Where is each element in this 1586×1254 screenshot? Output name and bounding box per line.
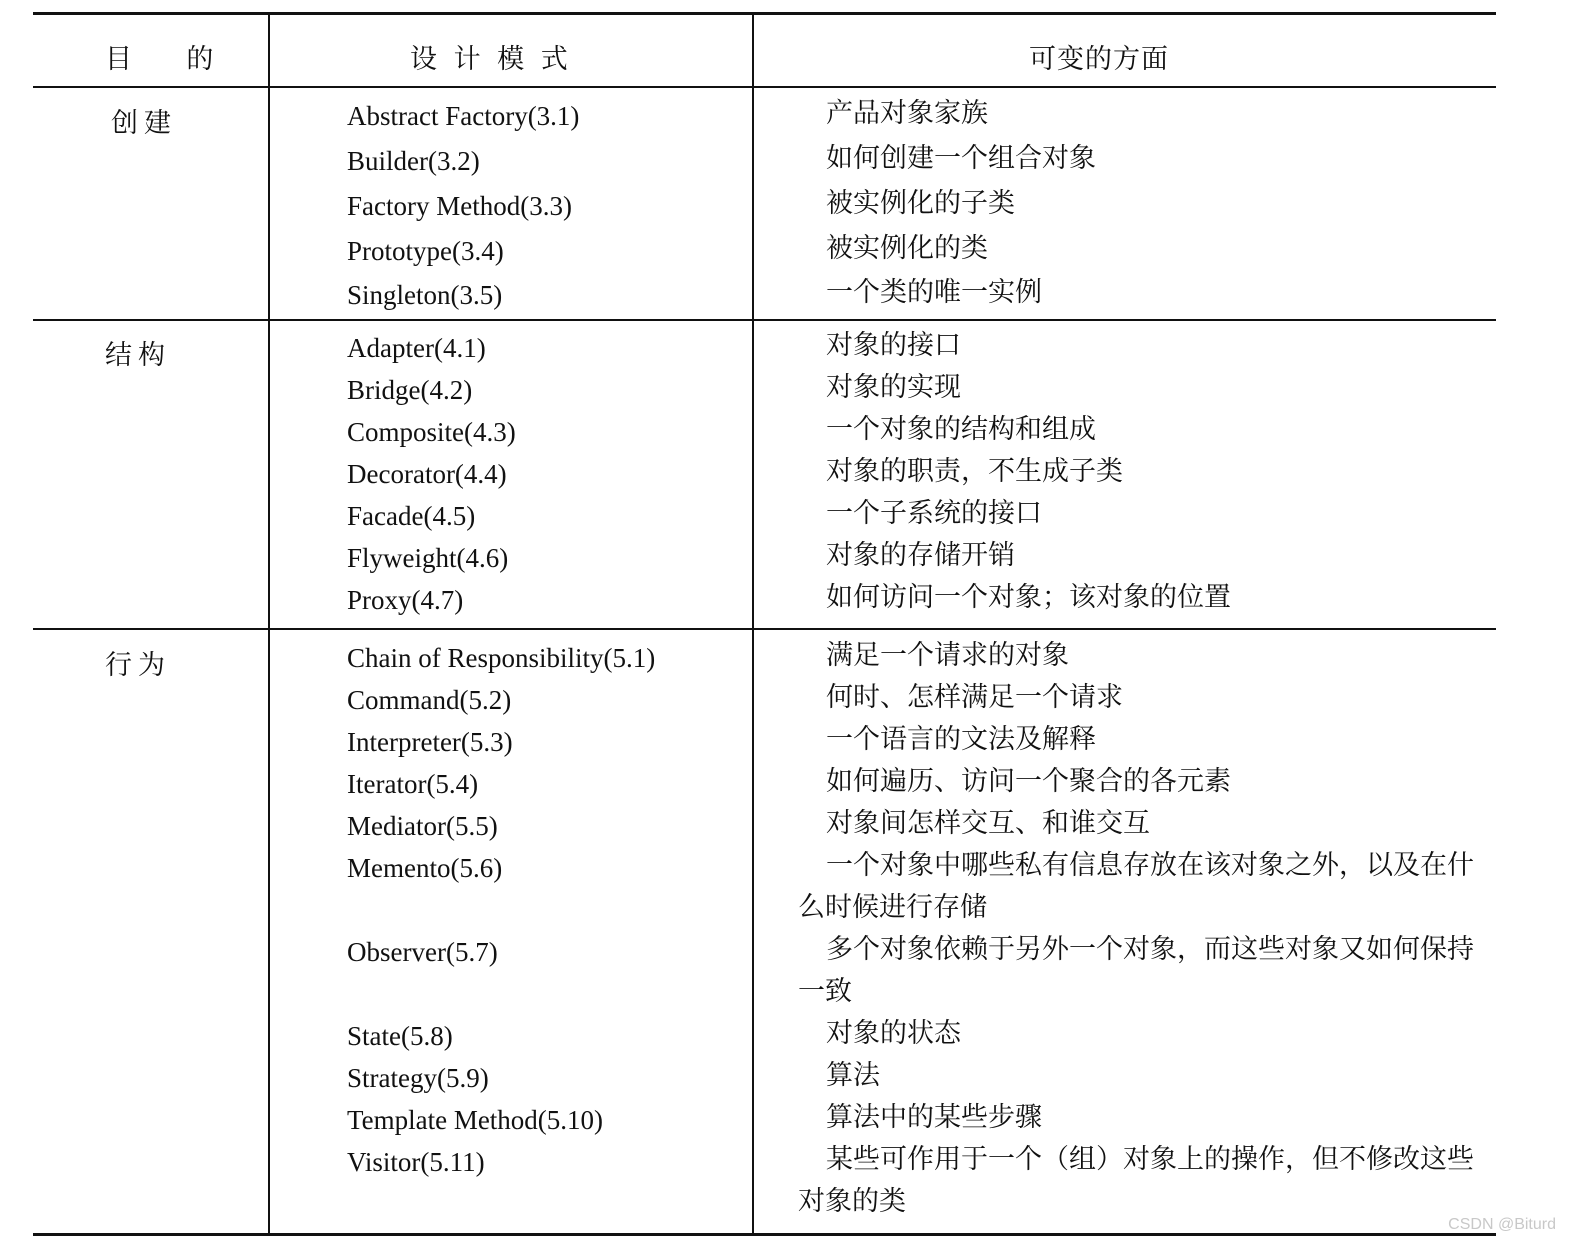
purpose-label: 创建 (111, 108, 177, 139)
aspect-text: 产品对象家族 (826, 98, 988, 129)
pattern-name: Chain of Responsibility(5.1) (347, 643, 656, 673)
pattern-name: Visitor(5.11) (347, 1147, 485, 1177)
aspect-text: 对象的接口 (826, 330, 961, 361)
aspect-text: 算法中的某些步骤 (826, 1102, 1042, 1133)
pattern-name: Strategy(5.9) (347, 1063, 489, 1093)
aspect-text: 满足一个请求的对象 (826, 640, 1069, 671)
pattern-name: Prototype(3.4) (347, 236, 504, 266)
pattern-name: Template Method(5.10) (347, 1105, 604, 1135)
aspect-text: 对象间怎样交互、和谁交互 (826, 808, 1150, 839)
pattern-name: Factory Method(3.3) (347, 191, 572, 221)
aspect-text: 如何创建一个组合对象 (826, 143, 1096, 174)
aspect-text: 如何访问一个对象；该对象的位置 (826, 582, 1231, 613)
pattern-name: Command(5.2) (347, 685, 512, 715)
aspect-text: 被实例化的类 (826, 233, 988, 264)
aspect-text: 一个对象的结构和组成 (826, 414, 1096, 445)
pattern-name: Builder(3.2) (347, 146, 480, 176)
header-aspect: 可变的方面 (1029, 44, 1169, 75)
pattern-name: Composite(4.3) (347, 417, 516, 447)
aspect-text: 如何遍历、访问一个聚合的各元素 (826, 766, 1231, 797)
header-purpose: 目 的 (105, 44, 218, 75)
pattern-name: Adapter(4.1) (347, 333, 486, 363)
header-pattern: 设 计 模 式 (410, 44, 572, 75)
aspect-text: 何时、怎样满足一个请求 (826, 682, 1123, 713)
header-divider (33, 86, 1496, 88)
pattern-name: Flyweight(4.6) (347, 543, 509, 573)
purpose-label: 结构 (105, 340, 171, 371)
pattern-name: Iterator(5.4) (347, 769, 479, 799)
aspect-text: 对象的实现 (826, 372, 961, 403)
pattern-name: Memento(5.6) (347, 853, 503, 883)
pattern-name: Mediator(5.5) (347, 811, 498, 841)
pattern-name: State(5.8) (347, 1021, 453, 1051)
column-divider-1 (268, 15, 270, 1233)
aspect-text: 某些可作用于一个（组）对象上的操作，但不修改这些对象的类 (798, 1144, 1474, 1217)
pattern-name: Decorator(4.4) (347, 459, 507, 489)
purpose-label: 行为 (105, 650, 171, 681)
aspect-text: 一个类的唯一实例 (826, 277, 1042, 308)
group-divider-1 (33, 319, 1496, 321)
watermark: CSDN @Biturd (1448, 1216, 1556, 1233)
aspect-text: 被实例化的子类 (826, 188, 1015, 219)
pattern-name: Singleton(3.5) (347, 280, 503, 310)
pattern-name: Facade(4.5) (347, 501, 476, 531)
pattern-name: Abstract Factory(3.1) (347, 101, 580, 131)
aspect-text: 多个对象依赖于另外一个对象，而这些对象又如何保持一致 (798, 934, 1474, 1007)
design-patterns-table (33, 12, 1496, 1236)
aspect-text: 对象的状态 (826, 1018, 961, 1049)
pattern-name: Observer(5.7) (347, 937, 498, 967)
aspect-text: 对象的存储开销 (826, 540, 1015, 571)
aspect-text: 对象的职责，不生成子类 (826, 456, 1123, 487)
pattern-name: Proxy(4.7) (347, 585, 464, 615)
group-divider-2 (33, 628, 1496, 630)
aspect-text: 一个子系统的接口 (826, 498, 1042, 529)
pattern-name: Bridge(4.2) (347, 375, 473, 405)
aspect-text: 算法 (826, 1060, 880, 1091)
pattern-name: Interpreter(5.3) (347, 727, 513, 757)
column-divider-2 (752, 15, 754, 1233)
aspect-text: 一个语言的文法及解释 (826, 724, 1096, 755)
aspect-text: 一个对象中哪些私有信息存放在该对象之外，以及在什么时候进行存储 (798, 850, 1474, 923)
